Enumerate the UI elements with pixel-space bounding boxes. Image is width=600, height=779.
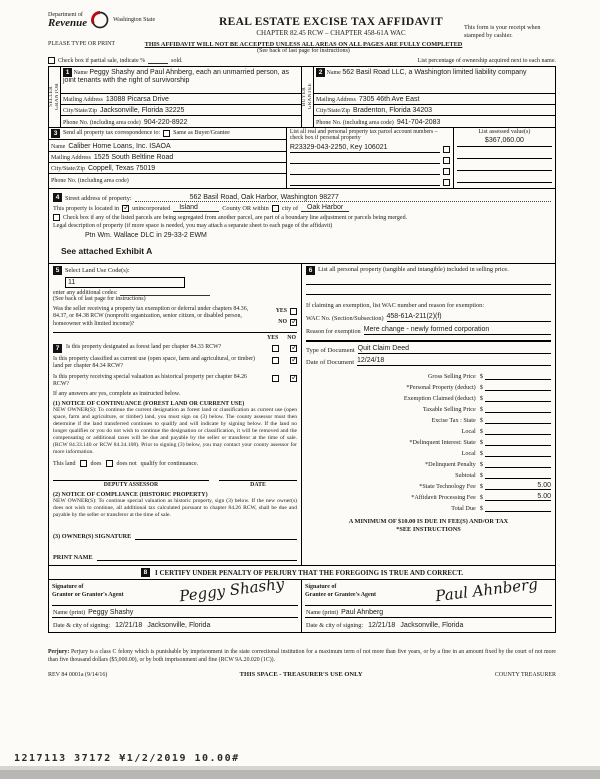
fee-value-line[interactable]: 5.00: [485, 482, 551, 490]
dollar-sign: $: [479, 427, 483, 435]
section-number-2: 2: [316, 68, 325, 77]
parcel-header: List all real and personal property tax parcel account numbers – check box if personal property: [289, 128, 438, 142]
dollar-sign: $: [479, 471, 483, 479]
dollar-sign: $: [479, 405, 483, 413]
fee-row-excise-local: [306, 424, 551, 435]
legal-description-line1: Ptn Wm. Wallace DLC in 29-33-2 EWM: [85, 231, 207, 239]
fee-row-delinquent-interest-state: [306, 435, 551, 446]
correspondence-mailing-value: 1525 South Beltline Road: [93, 153, 174, 161]
current-use-yes-checkbox[interactable]: [272, 357, 279, 364]
correspondence-mailing-label: Mailing Address: [51, 154, 91, 161]
grantor-date-row: [52, 618, 298, 630]
section-divider: [306, 340, 551, 342]
fee-value-line[interactable]: 5.00: [485, 493, 551, 501]
minimum-fee-note: [306, 518, 551, 534]
section-number-1: 1: [63, 68, 72, 77]
grantee-signature-area[interactable]: [305, 575, 552, 606]
deferral-no-checkbox[interactable]: ✓: [291, 316, 298, 326]
logo-revenue-text: Revenue: [48, 16, 88, 29]
section-number-8: 8: [141, 568, 150, 577]
partial-sold-label: sold.: [171, 57, 183, 64]
signature-of-label: Signature of: [305, 584, 337, 591]
owners-signature-label: (3) OWNER(S) SIGNATURE: [53, 533, 132, 541]
legal-description-line2: See attached Exhibit A: [61, 245, 153, 256]
if-yes-note: If any answers are yes, complete as instructed below.: [53, 391, 181, 398]
parcel-value-line[interactable]: [290, 177, 440, 186]
partial-percent-blank[interactable]: [148, 57, 168, 64]
form-header: [48, 10, 556, 40]
personal-property-blank-line[interactable]: [306, 275, 551, 285]
section-number-5: 5: [53, 266, 62, 275]
buyer-mailing-value: 7305 46th Ave East: [358, 95, 420, 103]
section-number-6: 6: [306, 266, 315, 275]
reason-value[interactable]: Mere change - newly formed corporation: [364, 326, 551, 335]
form-footer: [48, 671, 556, 678]
current-use-no-checkbox[interactable]: ✓: [291, 354, 298, 364]
street-address-value[interactable]: 562 Basil Road, Oak Harbor, Washington 98277: [135, 194, 551, 202]
personal-property-header: [306, 266, 551, 275]
county-or-label: County OR within: [222, 204, 269, 212]
land-use-code-box[interactable]: 11: [65, 277, 185, 288]
buyer-citystate-field[interactable]: [314, 105, 555, 116]
fee-row-subtotal: [306, 468, 551, 479]
forest-yes-checkbox[interactable]: [272, 345, 279, 352]
type-of-document-value[interactable]: Quit Claim Deed: [358, 345, 551, 354]
receipt-note-line1: This form is your receipt: [464, 24, 526, 31]
grantor-signature-area[interactable]: [52, 574, 298, 606]
fee-label: *Delinquent Interest: State: [409, 438, 476, 446]
cashier-stamp-text: 1217113 37172 ¥1/2/2019 10.00#: [14, 753, 240, 764]
section-number-4: 4: [53, 193, 62, 202]
fee-label: Taxable Selling Price: [422, 405, 476, 413]
fee-row-technology-fee: [306, 479, 551, 490]
land-use-see-back: (See back of last page for instructions): [53, 295, 146, 302]
additional-codes-label: enter any additional codes:: [53, 289, 118, 296]
classification-block: [53, 332, 297, 561]
historic-no-checkbox[interactable]: ✓: [291, 372, 298, 382]
land-use-label: Select Land Use Code(s):: [65, 266, 130, 274]
notice2-title: (2) NOTICE OF COMPLIANCE (HISTORIC PROPERTY): [53, 492, 208, 499]
segregated-checkbox[interactable]: [53, 214, 60, 221]
partial-sale-row: [48, 57, 556, 64]
forest-land-question-text: Is this property designated as forest land per chapter 84.33 RCW?: [66, 343, 222, 350]
logo-wordmark: [48, 12, 87, 29]
dollar-sign: $: [479, 438, 483, 446]
this-land-label: This land: [53, 460, 76, 467]
same-as-buyer-checkbox[interactable]: [163, 130, 170, 137]
deputy-date-line[interactable]: DATE: [219, 480, 297, 488]
fee-value-line[interactable]: [485, 372, 551, 380]
grantee-city-value[interactable]: Jacksonville, Florida: [400, 622, 464, 630]
grantor-date-label: Date & city of signing:: [53, 622, 111, 630]
deferral-question-row: [53, 306, 297, 328]
fee-row-excise-state: [306, 413, 551, 424]
city-of-label: city of: [281, 204, 299, 212]
current-use-boxes: [265, 356, 297, 371]
parties-section: [48, 66, 556, 128]
parcel-row: [290, 144, 450, 153]
buyer-name-label: Name: [326, 69, 341, 76]
seller-name-field[interactable]: [61, 67, 301, 94]
street-address-row: [53, 193, 551, 202]
buyer-citystate-value: Bradenton, Florida 34203: [353, 106, 432, 114]
segregated-row: [53, 214, 551, 221]
current-use-question-text: Is this property classified as current use (open space, farm and agricultural, or timber) land per chapter 84.34 RCW?: [53, 355, 256, 370]
parcel-value-line[interactable]: [290, 155, 440, 164]
form-title: REAL ESTATE EXCISE TAX AFFIDAVIT: [219, 16, 443, 28]
parcel-row: [290, 177, 450, 186]
unincorporated-label: unincorporated: [132, 204, 171, 212]
legal-description-row: [53, 223, 551, 229]
left-column: [49, 264, 302, 565]
deferral-no: [278, 316, 298, 326]
certification-statement: I CERTIFY UNDER PENALTY OF PERJURY THAT THE FOREGOING IS TRUE AND CORRECT.: [154, 568, 463, 577]
county-value[interactable]: Island: [173, 204, 219, 212]
fee-label: *Delinquent Penalty: [425, 460, 476, 468]
county-treasurer-label: COUNTY TREASURER: [494, 672, 556, 679]
fee-row-exemption: [306, 391, 551, 402]
seller-fields: [61, 67, 301, 127]
seller-citystate-field[interactable]: [61, 105, 301, 116]
seller-phone-field[interactable]: [61, 116, 301, 127]
parcel-value-line[interactable]: R23329-043-2250, Key 106021: [290, 144, 440, 153]
buyer-block: [302, 67, 555, 127]
unincorporated-checkbox[interactable]: ✓: [123, 202, 130, 212]
dollar-sign: $: [479, 394, 483, 402]
grantee-date-label: Date & city of signing:: [306, 622, 364, 630]
exemption-label: If claiming an exemption, list WAC number and reason for exemption:: [306, 301, 485, 309]
fee-label: Local: [461, 449, 476, 457]
correspondence-block: [49, 128, 287, 188]
grantor-date-value[interactable]: 12/21/18: [115, 622, 143, 630]
buyer-fields: [314, 67, 555, 127]
revenue-logo: [48, 10, 198, 30]
correspondence-name-value: Caliber Home Loans, Inc. ISAOA: [68, 142, 171, 150]
fee-label: *Personal Property (deduct): [406, 383, 476, 391]
notice2-body: NEW OWNER(S): To continue special valuation as historic property, sign (3) below. If the new owner(s) does not wish to continue, all additional tax calculated pursuant to chapter 84.26 RCW, shall be due and payable by the seller or transferor at the time of sale.: [53, 498, 297, 519]
parcel-personal-checkbox[interactable]: [443, 179, 450, 186]
logo-state-text: Washington State: [113, 16, 156, 23]
grantor-name-label: Name (print): [53, 609, 86, 617]
seller-mailing-value: 13088 Picarsa Drive: [105, 95, 169, 103]
assessed-blank-line[interactable]: [457, 149, 552, 159]
warning-wrap: [143, 41, 464, 54]
land-use-header: [53, 266, 297, 275]
section-number-3: 3: [51, 129, 60, 138]
perjury-label: Perjury:: [48, 649, 70, 656]
fee-label: *Affidavit Processing Fee: [411, 493, 476, 501]
assessed-value-line[interactable]: $367,060.00: [457, 137, 552, 147]
seller-name-label: Name: [73, 69, 88, 76]
segregated-note: Check box if any of the listed parcels are being segregated from another parcel, are part of a boundary line adjustment or parcels being merged.: [63, 214, 408, 221]
dollar-sign: $: [479, 372, 483, 380]
partial-sale-left: [48, 57, 183, 64]
date-of-document-label: Date of Document: [306, 358, 355, 366]
buyer-phone-field[interactable]: [314, 116, 555, 127]
grantor-name-row: [52, 606, 298, 618]
seller-mailing-field[interactable]: [61, 94, 301, 105]
signature-columns: [49, 574, 555, 632]
grantee-date-value[interactable]: 12/21/18: [368, 622, 396, 630]
parcel-value-line[interactable]: [290, 166, 440, 175]
fee-value-line[interactable]: [485, 504, 551, 512]
fee-row-personal-property: [306, 380, 551, 391]
fee-label: Gross Selling Price: [427, 372, 476, 380]
see-back-note: (See back of last page for instructions): [257, 47, 350, 54]
certification-header: [49, 566, 555, 580]
historic-yes-checkbox[interactable]: [272, 375, 279, 382]
seller-block: [49, 67, 302, 127]
does-checkbox[interactable]: [80, 460, 87, 467]
correspondence-name-field[interactable]: [49, 140, 286, 152]
seller-phone-label: Phone No. (including area code): [63, 119, 141, 126]
send-correspondence-label: Send all property tax correspondence to:: [63, 130, 161, 136]
parcel-numbers-block: [287, 128, 454, 188]
form-chapter: CHAPTER 82.45 RCW – CHAPTER 458-61A WAC: [256, 29, 406, 37]
type-of-document-label: Type of Document: [306, 346, 355, 354]
parcel-row: [290, 166, 450, 175]
parcel-row: [290, 155, 450, 164]
located-label: This property is located in: [53, 204, 120, 212]
revenue-swoosh-icon: [90, 10, 110, 30]
perjury-note: [48, 649, 556, 664]
fee-value-line[interactable]: [485, 416, 551, 424]
fee-row-delinquent-penalty: [306, 457, 551, 468]
assessed-blank-line[interactable]: [457, 161, 552, 171]
historic-boxes: [265, 374, 297, 389]
fee-value-line[interactable]: [485, 438, 551, 446]
print-name-label: PRINT NAME: [53, 554, 93, 562]
forest-land-question: [53, 344, 297, 353]
deferral-yes-checkbox[interactable]: [290, 308, 297, 315]
grantee-agent-label: Grantee or Grantee's Agent: [305, 592, 377, 599]
dollar-sign: $: [479, 449, 483, 457]
city-checkbox[interactable]: [272, 205, 279, 212]
parcel-personal-checkbox[interactable]: [443, 146, 450, 153]
grantor-signature-script: Peggy Shashy: [177, 574, 285, 606]
reason-row: [306, 326, 551, 335]
logo-dept-text: Department of: [48, 11, 83, 18]
does-not-checkbox[interactable]: [106, 460, 113, 467]
date-of-document-value[interactable]: 12/24/18: [357, 357, 551, 366]
parcel-personal-checkbox[interactable]: [443, 168, 450, 175]
dollar-sign: $: [479, 504, 483, 512]
personal-property-blank-line[interactable]: [306, 285, 551, 295]
historic-question-text: Is this property receiving special valuation as historical property per chapter 84.26 RCW?: [53, 373, 247, 388]
buyer-phone-value: 941-704-2083: [396, 118, 441, 126]
minimum-fee-text: A MINIMUM OF $10.00 IS DUE IN FEE(S) AND/OR TAX: [348, 517, 509, 525]
date-of-document-row: [306, 357, 551, 366]
deputy-assessor-row: [53, 480, 297, 488]
title-block: [198, 10, 464, 37]
see-instructions-text: *SEE INSTRUCTIONS: [396, 525, 461, 533]
receipt-note: [464, 10, 556, 40]
fee-value-line[interactable]: [485, 460, 551, 468]
correspondence-citystate-field[interactable]: [49, 163, 286, 174]
grantee-date-row: [305, 618, 552, 630]
ownership-note: List percentage of ownership acquired next to each name.: [417, 57, 556, 64]
middle-columns: [48, 264, 556, 566]
seller-citystate-value: Jacksonville, Florida 32225: [100, 106, 185, 114]
no-label: NO: [278, 319, 287, 326]
grantor-signature-block: [49, 574, 302, 632]
no-header-label: NO: [287, 334, 296, 341]
signature-of-label: Signature of: [52, 584, 84, 591]
grantee-name-row: [305, 606, 552, 618]
seller-name-value: Peggy Shashy and Paul Ahnberg, each an unmarried person, as joint tenants with the right of survivorship: [63, 68, 289, 84]
correspondence-mailing-field[interactable]: [49, 152, 286, 163]
location-row: [53, 204, 551, 212]
buyer-side-strip: [302, 67, 314, 127]
owners-signature-line[interactable]: [135, 531, 297, 540]
fee-label: Excise Tax : State: [431, 416, 476, 424]
correspondence-citystate-label: City/State/Zip: [51, 165, 85, 172]
fee-row-delinquent-interest-local: [306, 446, 551, 457]
print-name-row: [53, 552, 297, 561]
receipt-note-line2: when stamped by cashier.: [464, 24, 541, 39]
wac-label: WAC No. (Section/Subsection): [306, 314, 384, 322]
continuance-line: [53, 460, 297, 467]
personal-property-label: List all personal property (tangible and intangible) included in selling price.: [318, 265, 509, 273]
buyer-mailing-label: Mailing Address: [316, 96, 356, 103]
grantor-agent-label: Grantor or Grantor's Agent: [52, 592, 124, 599]
fee-row-processing-fee: [306, 490, 551, 501]
buyer-name-field[interactable]: [314, 67, 555, 94]
city-value[interactable]: Oak Harbor: [301, 204, 349, 212]
buyer-name-value: 562 Basil Road LLC, a Washington limited liability company: [342, 68, 527, 76]
historic-question: [53, 374, 297, 389]
wac-value[interactable]: 458-61A-211(2)(f): [387, 313, 551, 322]
form-sheet: [48, 10, 556, 678]
partial-sale-checkbox[interactable]: [48, 57, 55, 64]
dollar-sign: $: [479, 482, 483, 490]
warning-text: THIS AFFIDAVIT WILL NOT BE ACCEPTED UNLESS ALL AREAS ON ALL PAGES ARE FULLY COMPLETED: [144, 40, 463, 48]
fee-value-line[interactable]: [485, 471, 551, 479]
send-correspondence-row: [49, 128, 286, 140]
qualify-label: qualify for continuance.: [140, 460, 199, 467]
partial-sale-label: Check box if partial sale, indicate %: [58, 57, 146, 64]
fee-row-total-due: [306, 501, 551, 512]
right-column: [302, 264, 555, 565]
yes-header-label: YES: [267, 334, 279, 341]
certification-section: [48, 566, 556, 633]
correspondence-name-label: Name: [51, 143, 66, 150]
buyer-side-word1: BUYER: [302, 87, 307, 106]
fee-value-line[interactable]: [485, 383, 551, 391]
fee-label: Local: [461, 427, 476, 435]
section-number-7: 7: [53, 344, 62, 353]
grantee-name-value[interactable]: Paul Ahnberg: [341, 609, 384, 617]
print-name-line[interactable]: [97, 552, 297, 561]
owners-signature-row: [53, 531, 297, 540]
grantor-city-value[interactable]: Jacksonville, Florida: [147, 622, 211, 630]
fee-row-taxable: [306, 402, 551, 413]
notice1-title: (1) NOTICE OF CONTINUANCE (FOREST LAND OR CURRENT USE): [53, 401, 245, 408]
fee-label: *State Technology Fee: [419, 482, 476, 490]
fee-value-line[interactable]: [485, 449, 551, 457]
dollar-sign: $: [479, 416, 483, 424]
correspondence-section: [48, 128, 556, 189]
reason-label: Reason for exemption: [306, 327, 361, 335]
deferral-question-text: Was the seller receiving a property tax exemption or deferral under chapters 84.36, 84.37, or 84.38 RCW (nonprofit organization, senior citizen, or disabled person, homeowner with limited income)?: [53, 305, 249, 327]
rev-number: REV 84 0001a (9/14/16): [48, 672, 108, 679]
current-use-question: [53, 356, 297, 371]
buyer-phone-label: Phone No. (including area code): [316, 119, 394, 126]
property-section: [48, 189, 556, 264]
scan-edge-band-dark: [0, 770, 600, 779]
seller-phone-value: 904-220-8922: [143, 118, 188, 126]
buyer-side-word2: GRANTEE: [308, 83, 313, 110]
dollar-sign: $: [479, 460, 483, 468]
assessed-value-block: [454, 128, 555, 188]
assessed-blank-line[interactable]: [457, 173, 552, 183]
please-type-label: PLEASE TYPE OR PRINT: [48, 40, 116, 47]
same-as-buyer-label: Same as Buyer/Grantee: [173, 130, 230, 136]
dollar-sign: $: [479, 383, 483, 391]
fee-label: Total Due: [451, 504, 476, 512]
notice1-body: NEW OWNER(S): To continue the current designation as forest land or classification as current use (open space, farm and agriculture, or timber) land, you must sign on (3) below. The county assessor must then determine if the land transferred continues to qualify and will indicate by signing below. If the land no longer qualifies or you do not wish to continue the designation or classification, it will be removed and the compensating or additional taxes will be due and payable by the seller or transferor at the time of sale. (RCW 84.33.140 or RCW 84.34.108). Prior to signing (3) below, you may contact your county assessor for more information.: [53, 407, 297, 456]
seller-citystate-label: City/State/Zip: [63, 107, 97, 114]
perjury-text: Perjury is a class C felony which is punishable by imprisonment in the state correctional institution for a maximum term of not more than five years, or by a fine in an amount fixed by the court of not more than five thousand dollars ($5,000.00), or by both imprisonment and fine (RCW 9A.20.020 (1C)).: [48, 649, 556, 663]
deputy-assessor-signature-line[interactable]: DEPUTY ASSESSOR: [53, 480, 209, 488]
grantee-name-label: Name (print): [306, 609, 339, 617]
seller-side-word1: SELLER: [49, 86, 54, 107]
yes-label: YES: [275, 308, 287, 315]
deferral-yes: [276, 308, 297, 315]
grantee-signature-script: Paul Ahnberg: [434, 575, 539, 606]
legal-description-label: Legal description of property (if more space is needed, you may attach a separate sheet to each page of the affidavit): [53, 222, 333, 229]
seller-side-strip: [49, 67, 61, 127]
fee-label: Exemption Claimed (deduct): [403, 394, 476, 402]
buyer-mailing-field[interactable]: [314, 94, 555, 105]
fee-value-line[interactable]: [485, 427, 551, 435]
grantee-signature-block: [302, 575, 555, 632]
buyer-citystate-label: City/State/Zip: [316, 107, 350, 114]
seller-side-word2: GRANTOR: [55, 83, 60, 110]
grantor-name-value[interactable]: Peggy Shashy: [88, 609, 134, 617]
additional-codes-row: [53, 289, 297, 296]
dollar-sign: $: [479, 493, 483, 501]
treasurer-space-label: THIS SPACE - TREASURER'S USE ONLY: [239, 671, 363, 679]
fee-value-line[interactable]: [485, 394, 551, 402]
correspondence-phone-label: Phone No. (including area code): [51, 177, 129, 184]
does-not-label: does not: [116, 460, 137, 467]
parcel-personal-checkbox[interactable]: [443, 157, 450, 164]
assessed-value-header: List assessed value(s): [478, 128, 531, 135]
yes-no-header: [53, 335, 297, 341]
correspondence-citystate-value: Coppell, Texas 75019: [88, 164, 156, 172]
forest-land-boxes: [265, 344, 297, 353]
type-of-document-row: [306, 345, 551, 354]
forest-no-checkbox[interactable]: ✓: [291, 342, 298, 352]
fee-value-line[interactable]: [485, 405, 551, 413]
does-label: does: [90, 460, 102, 467]
fee-table: [306, 369, 551, 512]
seller-mailing-label: Mailing Address: [63, 96, 103, 103]
additional-codes-blank[interactable]: [120, 289, 210, 296]
correspondence-phone-field[interactable]: [49, 174, 286, 185]
fee-row-gross: [306, 369, 551, 380]
deferral-yes-no: [257, 306, 297, 328]
fee-label: Subtotal: [455, 471, 476, 479]
street-address-label: Street address of property:: [65, 194, 132, 202]
subheader: [48, 41, 556, 54]
wac-row: [306, 313, 551, 322]
